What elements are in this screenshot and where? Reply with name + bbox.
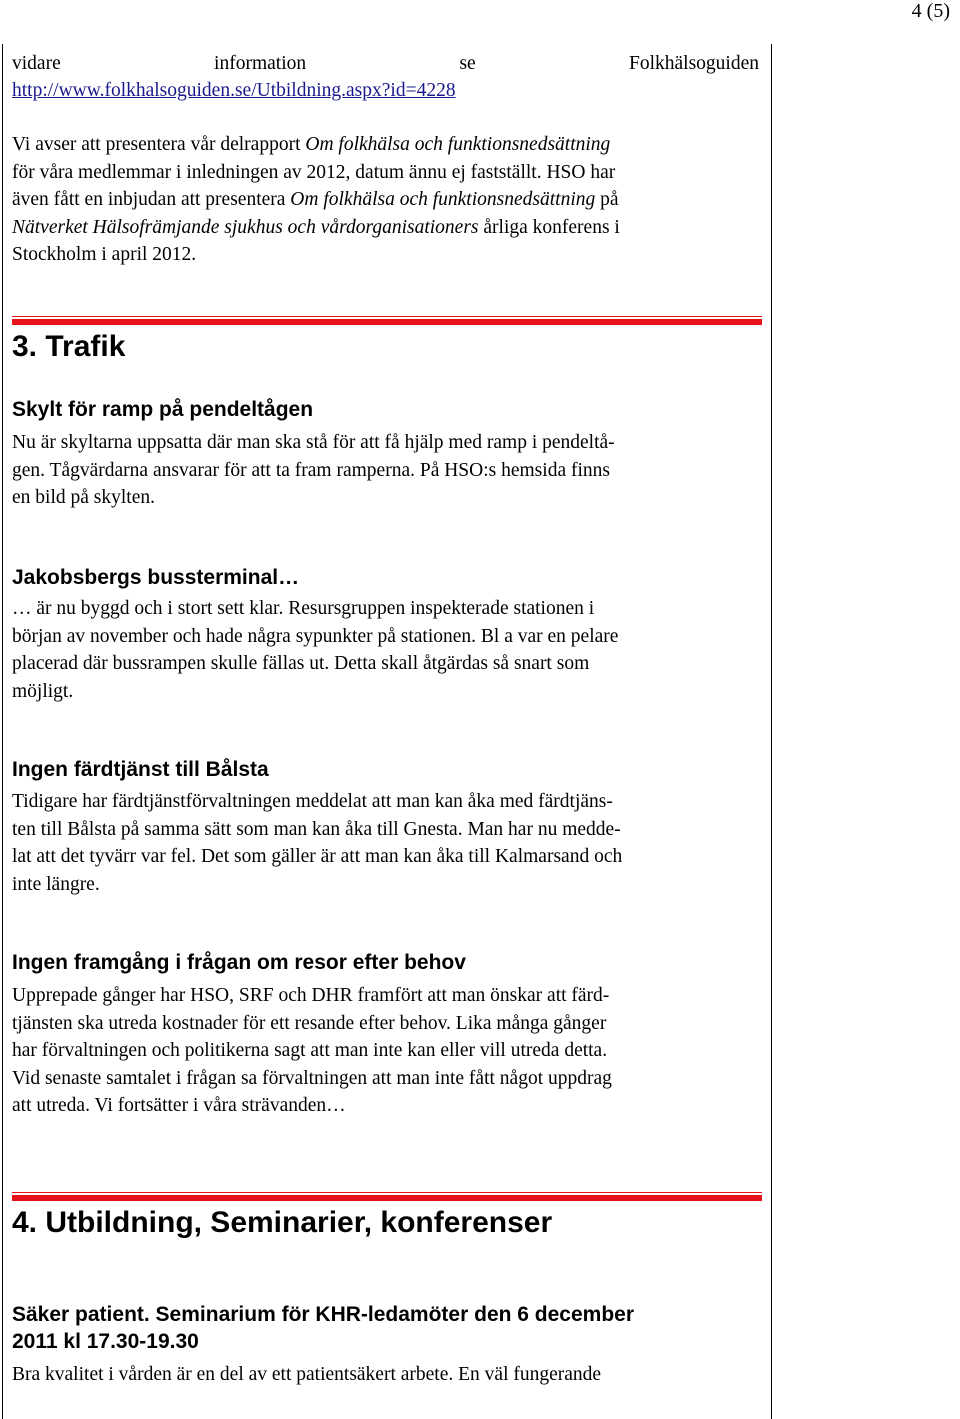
terminal-line: placerad där bussrampen skulle fällas ut. Detta skall åtgärdas så snart som [12, 653, 590, 674]
seminar-line: Bra kvalitet i vården är en del av ett patientsäkert arbete. En väl fungerande [12, 1364, 602, 1385]
resor-paragraph [12, 982, 759, 1120]
ramp-line: Nu är skyltarna uppsatta där man ska stå för att få hjälp med ramp i pendeltå- [12, 432, 615, 453]
seminar-paragraph [12, 1361, 759, 1389]
report-line: Stockholm i april 2012. [12, 244, 197, 265]
subheading-seminar [12, 1301, 759, 1355]
terminal-line: början av november och hade några sypunkter på stationen. Bl a var en pelare [12, 625, 619, 647]
subheading-ramp: Skylt för ramp på pendeltågen [12, 398, 314, 421]
report-line: Nätverket Hälsofrämjande sjukhus och vårdorganisationers årliga konferens i [12, 216, 620, 238]
intro-line [12, 50, 759, 78]
resor-line: Upprepade gånger har HSO, SRF och DHR framfört att man önskar att färd- [12, 985, 610, 1006]
balsta-line: lat att det tyvärr var fel. Det som gäller är att man kan åka till Kalmarsand och [12, 846, 623, 867]
terminal-paragraph [12, 595, 759, 705]
section-rule [12, 316, 762, 325]
balsta-paragraph [12, 788, 759, 898]
seminar-heading-line: 2011 kl 17.30-19.30 [12, 1330, 199, 1353]
intro-word: vidare [12, 53, 61, 74]
resor-line: tjänsten ska utreda kostnader för ett resande efter behov. Lika många gånger [12, 1012, 607, 1034]
terminal-line: … är nu byggd och i stort sett klar. Resursgruppen inspekterade stationen i [12, 598, 595, 619]
section-title-trafik: 3. Trafik [12, 330, 126, 363]
ramp-paragraph [12, 429, 759, 512]
report-line: även fått en inbjudan att presentera Om folkhälsa och funktionsnedsättning på [12, 189, 619, 210]
terminal-line: möjligt. [12, 680, 74, 702]
page-number: 4 (5) [911, 0, 950, 22]
intro-word: se [459, 53, 476, 74]
folkhalsoguiden-link-line [12, 77, 759, 105]
section-title-utbildning: 4. Utbildning, Seminarier, konferenser [12, 1206, 553, 1239]
seminar-heading-line: Säker patient. Seminarium för KHR-ledamöter den 6 december [12, 1303, 635, 1326]
ramp-line: en bild på skylten. [12, 487, 155, 508]
subheading-resor: Ingen framgång i frågan om resor efter behov [12, 951, 466, 974]
subheading-terminal: Jakobsbergs bussterminal… [12, 566, 300, 589]
intro-word: information [214, 53, 307, 74]
subheading-balsta: Ingen färdtjänst till Bålsta [12, 758, 269, 781]
balsta-line: inte längre. [12, 873, 100, 895]
resor-line: har förvaltningen och politikerna sagt att man inte kan eller vill utreda detta. [12, 1040, 608, 1061]
report-line: för våra medlemmar i inledningen av 2012, datum ännu ej fastställt. HSO har [12, 161, 616, 183]
section-rule [12, 1192, 762, 1201]
balsta-line: ten till Bålsta på samma sätt som man kan åka till Gnesta. Man har nu medde- [12, 818, 621, 840]
report-line: Vi avser att presentera vår delrapport Om folkhälsa och funktionsnedsättning [12, 134, 611, 155]
ramp-line: gen. Tågvärdarna ansvarar för att ta fram ramperna. På HSO:s hemsida finns [12, 459, 610, 481]
resor-line: att utreda. Vi fortsätter i våra strävanden… [12, 1095, 346, 1116]
report-paragraph [12, 131, 759, 269]
intro-word: Folkhälsoguiden [629, 53, 759, 74]
resor-line: Vid senaste samtalet i frågan sa förvaltningen att man inte fått något uppdrag [12, 1067, 612, 1089]
balsta-line: Tidigare har färdtjänstförvaltningen meddelat att man kan åka med färdtjäns- [12, 791, 613, 812]
folkhalsoguiden-link[interactable]: http://www.folkhalsoguiden.se/Utbildning.aspx?id=4228 [12, 80, 456, 101]
